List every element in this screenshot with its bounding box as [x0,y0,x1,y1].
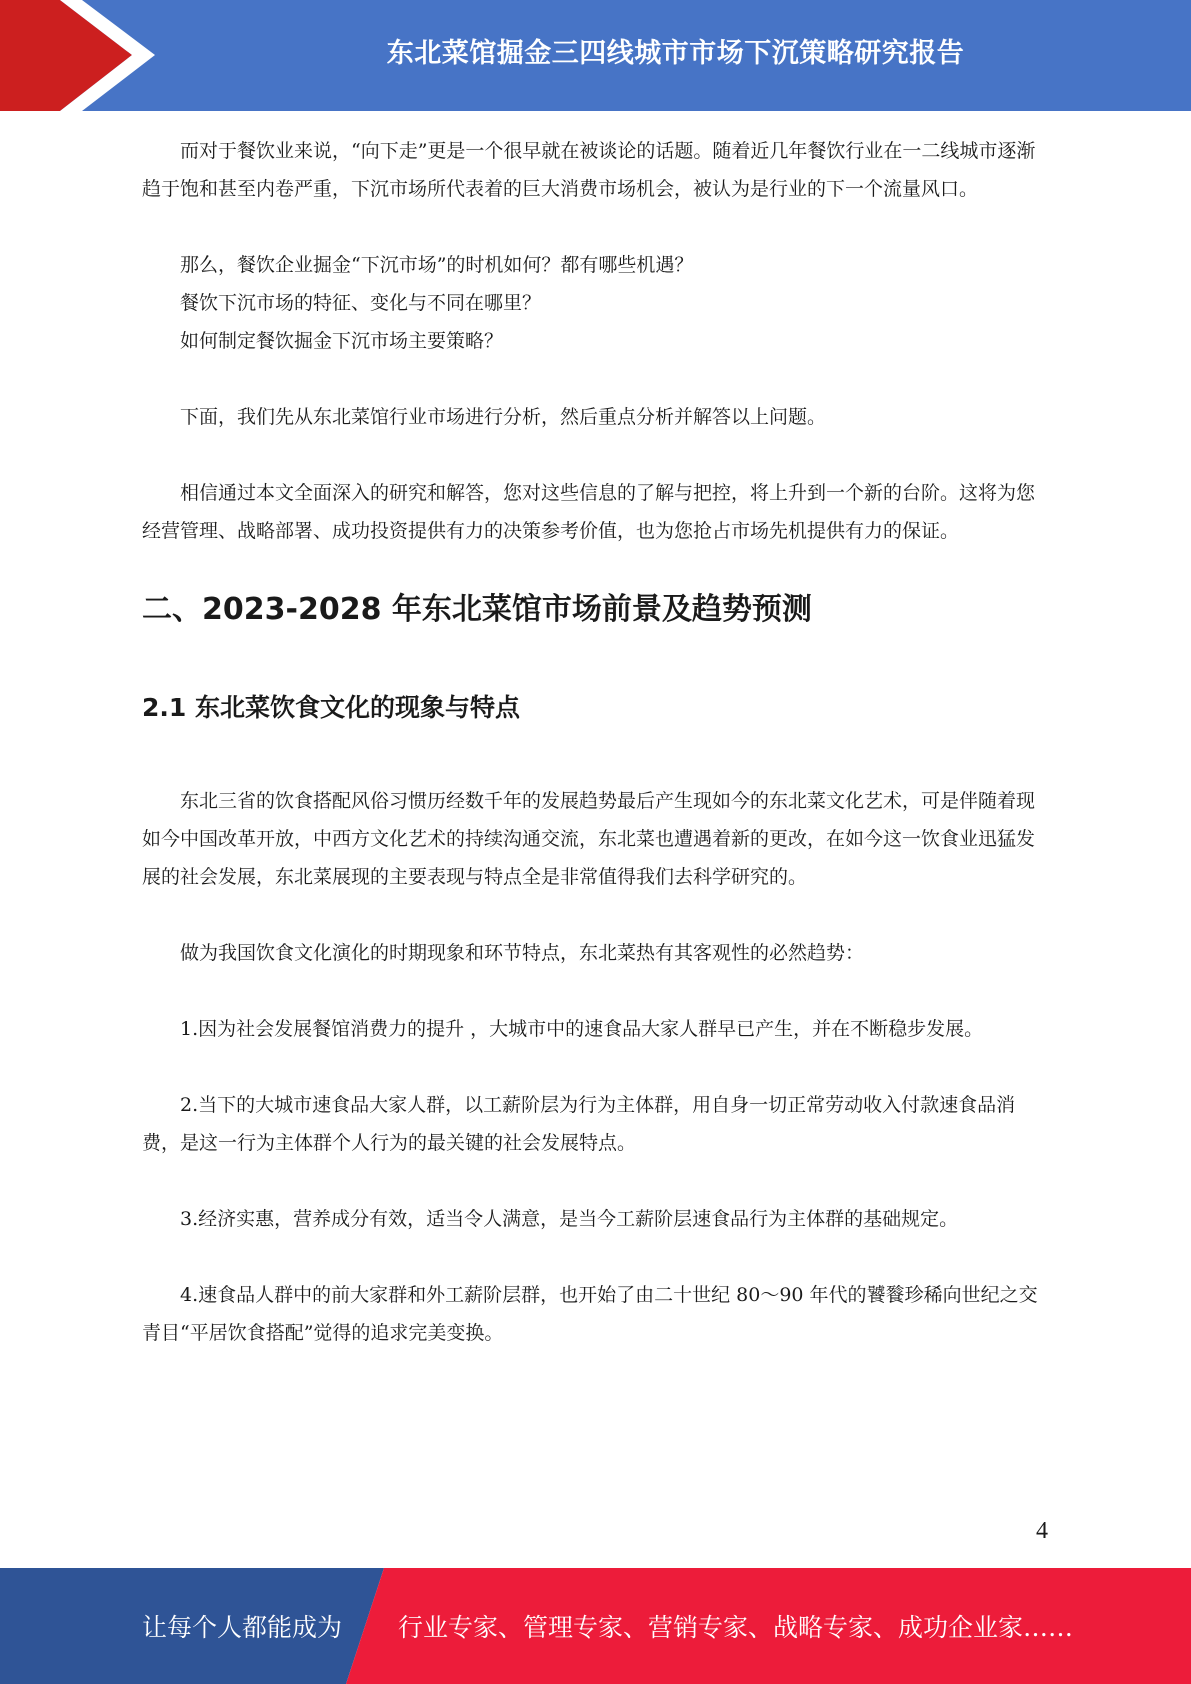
list-item-2: 2.当下的大城市速食品大家人群，以工薪阶层为行为主体群，用自身一切正常劳动收入付款速食品消费，是这一行为主体群个人行为的最关键的社会发展特点。 [142,1094,1016,1154]
footer-slogan-left: 让每个人都能成为 [142,1613,343,1642]
paragraph-value: 相信通过本文全面深入的研究和解答，您对这些信息的了解与把控，将上升到一个新的台阶。这将为您经营管理、战略部署、成功投资提供有力的决策参考价值，也为您抢占市场先机提供有力的保证。 [142,482,1036,542]
section-heading: 二、2023-2028 年东北菜馆市场前景及趋势预测 [142,592,812,627]
paragraph-analysis: 下面，我们先从东北菜馆行业市场进行分析，然后重点分析并解答以上问题。 [180,406,827,428]
footer-slogan-right: 行业专家、管理专家、营销专家、战略专家、成功企业家…… [398,1613,1074,1642]
paragraph-culture: 东北三省的饮食搭配风俗习惯历经数千年的发展趋势最后产生现如今的东北菜文化艺术，可是伴随着现如今中国改革开放，中西方文化艺术的持续沟通交流，东北菜也遭遇着新的更改，在如今这一饮食业迅猛发展的社会发展，东北菜展现的主要表现与特点全是非常值得我们去科学研究的。 [142,790,1036,888]
footer-banner [0,1568,1191,1684]
question-3: 如何制定餐饮掘金下沉市场主要策略？ [180,330,504,352]
subsection-heading: 2.1 东北菜饮食文化的现象与特点 [142,693,520,722]
document-title: 东北菜馆掘金三四线城市市场下沉策略研究报告 [386,37,965,69]
question-1: 那么，餐饮企业掘金“下沉市场”的时机如何？都有哪些机遇？ [180,254,694,276]
paragraph-intro: 而对于餐饮业来说，“向下走”更是一个很早就在被谈论的话题。随着近几年餐饮行业在一二线城市逐渐趋于饱和甚至内卷严重，下沉市场所代表着的巨大消费市场机会，被认为是行业的下一个流量风口。 [142,140,1036,200]
list-item-4: 4.速食品人群中的前大家群和外工薪阶层群，也开始了由二十世纪 80～90 年代的饕餮珍稀向世纪之交青目“平居饮食搭配”觉得的追求完美变换。 [142,1284,1038,1344]
question-2: 餐饮下沉市场的特征、变化与不同在哪里？ [180,292,542,314]
list-item-3: 3.经济实惠，营养成分有效，适当令人满意，是当今工薪阶层速食品行为主体群的基础规定。 [180,1208,959,1230]
list-item-1: 1.因为社会发展餐馆消费力的提升 ，大城市中的速食品大家人群早已产生，并在不断稳步发展。 [180,1018,984,1040]
header-banner [0,0,1191,111]
page-number: 4 [1036,1518,1048,1544]
paragraph-trend: 做为我国饮食文化演化的时期现象和环节特点，东北菜热有其客观性的必然趋势： [180,942,865,964]
page-content [142,132,1046,1352]
